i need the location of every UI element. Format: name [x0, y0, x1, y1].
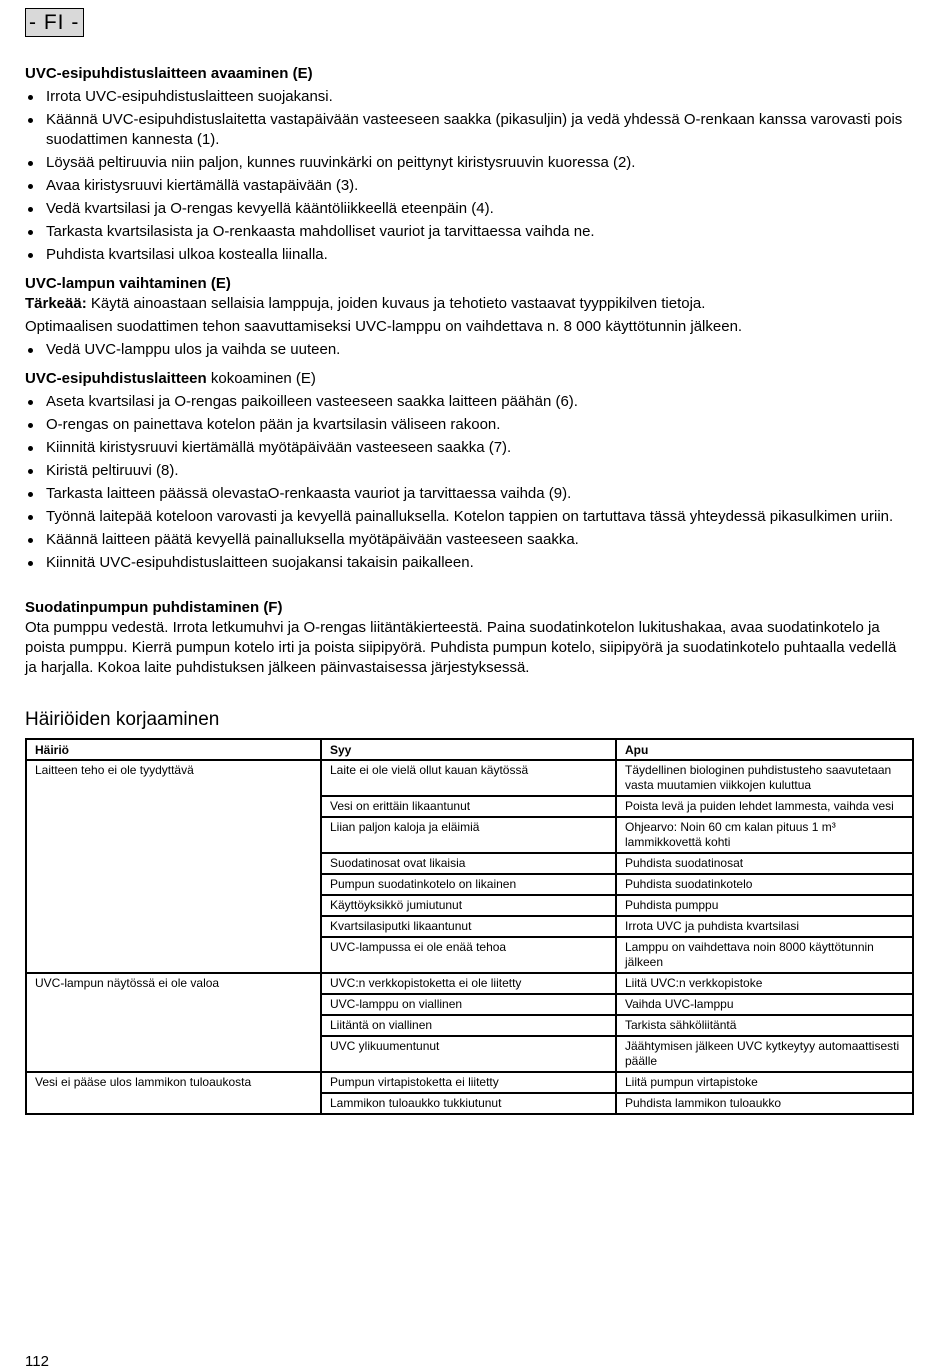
list-item: Löysää peltiruuvia niin paljon, kunnes ruuvinkärki on peittynyt kiristysruuvin kuoressa (2).	[25, 153, 912, 173]
important-label: Tärkeää:	[25, 295, 87, 312]
cause-cell: Pumpun virtapistoketta ei liitetty	[321, 1072, 616, 1093]
section-title-pump: Suodatinpumpun puhdistaminen (F)	[25, 599, 283, 616]
remedy-cell: Vaihda UVC-lamppu	[616, 994, 913, 1015]
list-open	[25, 87, 912, 265]
table-row	[26, 760, 913, 796]
column-header: Syy	[321, 739, 616, 760]
cause-cell: Lammikon tuloaukko tukkiutunut	[321, 1093, 616, 1114]
list-item: Kiristä peltiruuvi (8).	[25, 461, 912, 481]
list-assemble	[25, 392, 912, 573]
cause-cell: Liian paljon kaloja ja eläimiä	[321, 817, 616, 853]
column-header: Apu	[616, 739, 913, 760]
remedy-cell: Poista levä ja puiden lehdet lammesta, vaihda vesi	[616, 796, 913, 817]
remedy-cell: Lamppu on vaihdettava noin 8000 käyttötunnin jälkeen	[616, 937, 913, 973]
page-number: 112	[25, 1353, 49, 1370]
list-item: Avaa kiristysruuvi kiertämällä vastapäivään (3).	[25, 176, 912, 196]
title-normal-part: kokoaminen (E)	[206, 370, 316, 387]
list-item: Tarkasta laitteen päässä olevastaO-renkaasta vauriot ja tarvittaessa vaihda (9).	[25, 484, 912, 504]
remedy-cell: Irrota UVC ja puhdista kvartsilasi	[616, 916, 913, 937]
remedy-cell: Täydellinen biologinen puhdistusteho saavutetaan vasta muutamien viikkojen kuluttua	[616, 760, 913, 796]
cause-cell: UVC-lampussa ei ole enää tehoa	[321, 937, 616, 973]
list-item: Työnnä laitepää koteloon varovasti ja kevyellä painalluksella. Kotelon tappien on tartuttava tässä yhteydessä pikasulkimen uriin.	[25, 507, 912, 527]
cause-cell: Pumpun suodatinkotelo on likainen	[321, 874, 616, 895]
remedy-cell: Puhdista suodatinosat	[616, 853, 913, 874]
problem-cell: UVC-lampun näytössä ei ole valoa	[26, 973, 321, 1072]
cause-cell: Liitäntä on viallinen	[321, 1015, 616, 1036]
problem-cell: Vesi ei pääse ulos lammikon tuloaukosta	[26, 1072, 321, 1114]
cause-cell: Kvartsilasiputki likaantunut	[321, 916, 616, 937]
table-row	[26, 973, 913, 994]
column-header: Häiriö	[26, 739, 321, 760]
table-row	[26, 1072, 913, 1093]
remedy-cell: Puhdista lammikon tuloaukko	[616, 1093, 913, 1114]
pump-text: Ota pumppu vedestä. Irrota letkumuhvi ja O-rengas liitäntäkierteestä. Paina suodatinkotelon lukitushakaa, avaa suodatinkotelo ja poista pumppu. Kierrä pumpun kotelo irti ja poista siipipyörä. Puhdista pumpun kotelo, siipipyörä ja suodatinkotelo puhtaalla vedellä ja harjalla. Kokoa laite puhdistuksen jälkeen päinvastaisessa järjestyksessä.	[25, 619, 897, 676]
cause-cell: Suodatinosat ovat likaisia	[321, 853, 616, 874]
table-header-row	[26, 739, 913, 760]
list-item: Käännä UVC-esipuhdistuslaitetta vastapäivään vasteeseen saakka (pikasuljin) ja vedä yhdessä O-renkaan kanssa varovasti pois suodattimen kannesta (1).	[25, 110, 912, 150]
important-note	[25, 294, 912, 314]
cause-cell: Käyttöyksikkö jumiutunut	[321, 895, 616, 916]
remedy-cell: Puhdista suodatinkotelo	[616, 874, 913, 895]
cause-cell: UVC-lamppu on viallinen	[321, 994, 616, 1015]
remedy-cell: Liitä pumpun virtapistoke	[616, 1072, 913, 1093]
cause-cell: UVC:n verkkopistoketta ei ole liitetty	[321, 973, 616, 994]
section-title-open: UVC-esipuhdistuslaitteen avaaminen (E)	[25, 65, 313, 82]
list-item: Irrota UVC-esipuhdistuslaitteen suojakansi.	[25, 87, 912, 107]
list-item: Aseta kvartsilasi ja O-rengas paikoilleen vasteeseen saakka laitteen päähän (6).	[25, 392, 912, 412]
list-lamp	[25, 340, 912, 360]
document-page	[25, 8, 912, 1115]
list-item: Kiinnitä UVC-esipuhdistuslaitteen suojakansi takaisin paikalleen.	[25, 553, 912, 573]
lamp-note: Optimaalisen suodattimen tehon saavuttamiseksi UVC-lamppu on vaihdettava n. 8 000 käyttötunnin jälkeen.	[25, 318, 743, 335]
table-body	[26, 760, 913, 1114]
cause-cell: Laite ei ole vielä ollut kauan käytössä	[321, 760, 616, 796]
list-item: Käännä laitteen päätä kevyellä painalluksella myötäpäivään vasteeseen saakka.	[25, 530, 912, 550]
troubleshooting-title: Häiriöiden korjaaminen	[25, 709, 220, 730]
language-label: - FI -	[25, 8, 84, 37]
list-item: Vedä kvartsilasi ja O-rengas kevyellä kääntöliikkeellä eteenpäin (4).	[25, 199, 912, 219]
remedy-cell: Puhdista pumppu	[616, 895, 913, 916]
remedy-cell: Liitä UVC:n verkkopistoke	[616, 973, 913, 994]
remedy-cell: Tarkista sähköliitäntä	[616, 1015, 913, 1036]
cause-cell: Vesi on erittäin likaantunut	[321, 796, 616, 817]
list-item: O-rengas on painettava kotelon pään ja kvartsilasin väliseen rakoon.	[25, 415, 912, 435]
section-title-lamp: UVC-lampun vaihtaminen (E)	[25, 275, 231, 292]
important-text: Käytä ainoastaan sellaisia lamppuja, joiden kuvaus ja tehotieto vastaavat tyyppikilven tietoja.	[86, 295, 706, 312]
troubleshooting-table	[25, 738, 914, 1115]
list-item: Kiinnitä kiristysruuvi kiertämällä myötäpäivään vasteeseen saakka (7).	[25, 438, 912, 458]
list-item: Puhdista kvartsilasi ulkoa kostealla liinalla.	[25, 245, 912, 265]
title-bold-part: UVC-esipuhdistuslaitteen	[25, 370, 207, 387]
remedy-cell: Jäähtymisen jälkeen UVC kytkeytyy automaattisesti päälle	[616, 1036, 913, 1072]
section-title-assemble	[25, 369, 912, 389]
list-item: Vedä UVC-lamppu ulos ja vaihda se uuteen.	[25, 340, 912, 360]
problem-cell: Laitteen teho ei ole tyydyttävä	[26, 760, 321, 973]
remedy-cell: Ohjearvo: Noin 60 cm kalan pituus 1 m³ lammikkovettä kohti	[616, 817, 913, 853]
list-item: Tarkasta kvartsilasista ja O-renkaasta mahdolliset vauriot ja tarvittaessa vaihda ne.	[25, 222, 912, 242]
cause-cell: UVC ylikuumentunut	[321, 1036, 616, 1072]
